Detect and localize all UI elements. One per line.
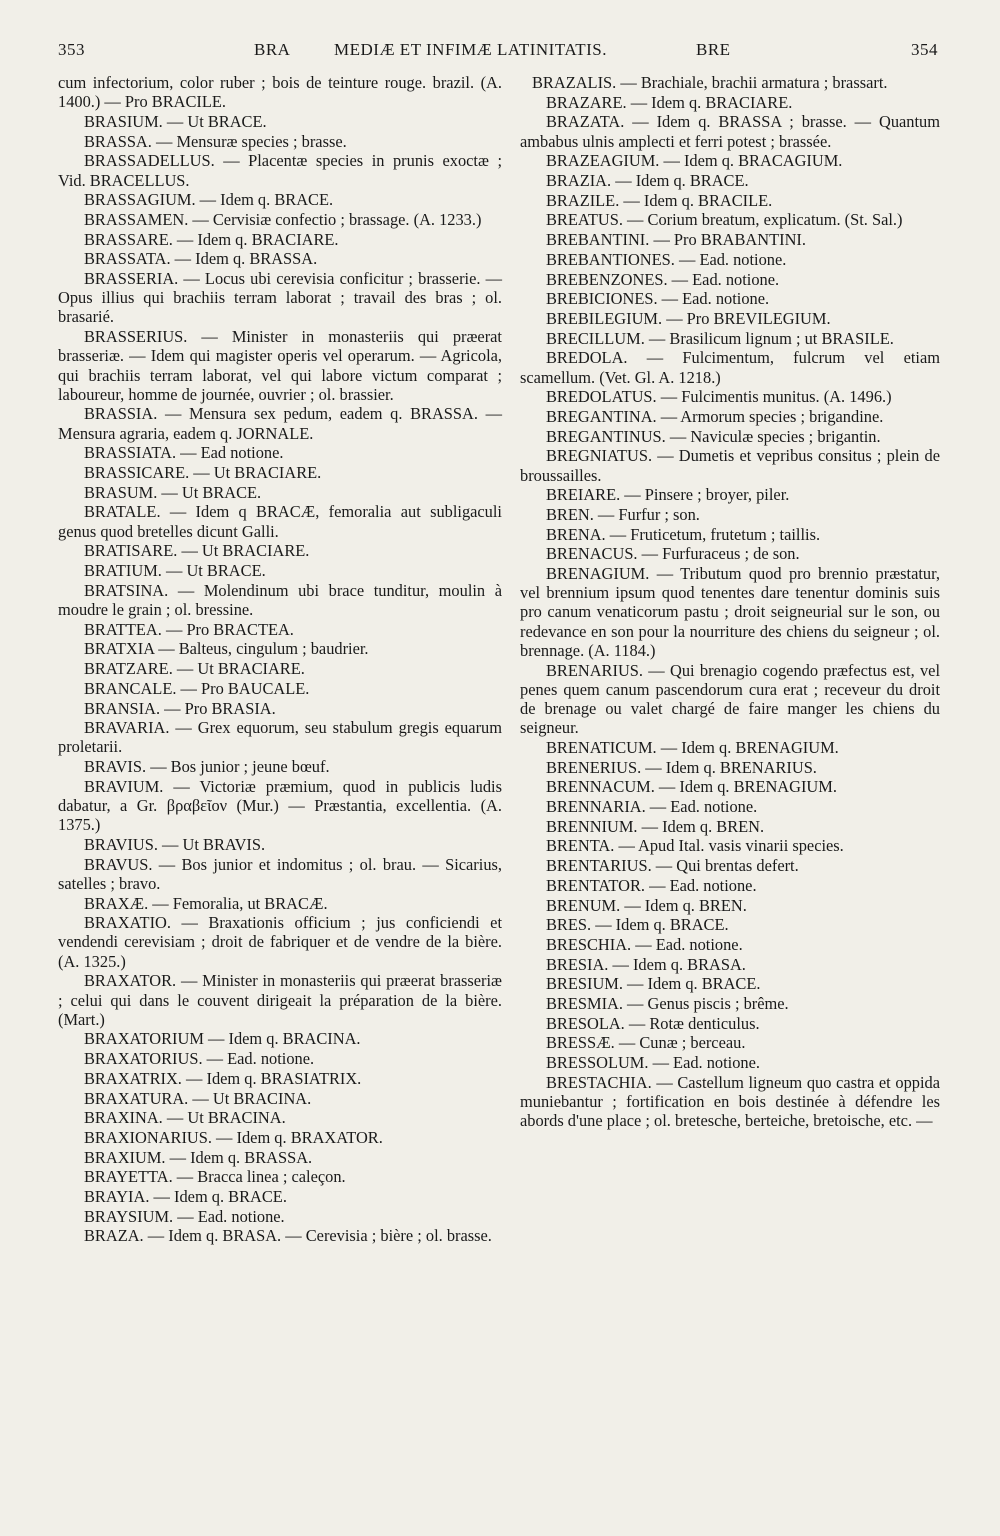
dictionary-entry: BREATUS. — Corium breatum, explicatum. (St. Sal.) [546,210,903,230]
dictionary-entry: BREGANTINA. — Armorum species ; brigandine. [546,406,884,426]
dictionary-entry: BRESIUM. — Idem q. BRACE. [546,974,761,994]
dictionary-entry: BREBANTINI. — Pro BRABANTINI. [546,230,806,250]
dictionary-entry: BRAXÆ. — Femoralia, ut BRACÆ. [84,893,328,913]
abbrev-left: BRA [254,40,291,59]
dictionary-entry: BRES. — Idem q. BRACE. [546,915,729,935]
dictionary-entry: BRENATICUM. — Idem q. BRENAGIUM. [546,737,839,757]
dictionary-entry: cum infectorium, color ruber ; bois de teinture rouge. brazil. (A. 1400.) — Pro BRACILE. [58,73,502,112]
dictionary-entry: BRAVIS. — Bos junior ; jeune bœuf. [84,757,330,777]
dictionary-entry: BRAXATRIX. — Idem q. BRASIATRIX. [84,1068,362,1088]
dictionary-entry: BRENNIUM. — Idem q. BREN. [546,816,765,836]
dictionary-entry: BRANSIA. — Pro BRASIA. [84,698,276,718]
dictionary-entry: BREBILEGIUM. — Pro BREVILEGIUM. [546,308,831,328]
dictionary-entry: BRAZEAGIUM. — Idem q. BRACAGIUM. [546,151,843,171]
dictionary-entry: BRAZATA. — Idem q. BRASSA ; brasse. — Quantum ambabus ulnis amplecti et ferri potest ; brassée. [520,112,940,151]
left-column [58,73,502,1246]
dictionary-entry: BRENACUS. — Furfuraceus ; de son. [546,544,800,564]
page-number-left: 353 [58,40,85,59]
dictionary-entry: BRAZILE. — Idem q. BRACILE. [546,190,773,210]
dictionary-entry: BRAXATURA. — Ut BRACINA. [84,1088,312,1108]
dictionary-entry: BREN. — Furfur ; son. [546,504,700,524]
dictionary-entry: BRAXATOR. — Minister in monasteriis qui præerat brasseriæ ; celui qui dans le couvent dirigeait la préparation de la bière. (Mart.) [58,971,502,1029]
right-column [520,73,940,1131]
dictionary-entry: BRAXATORIUS. — Ead. notione. [84,1049,315,1069]
dictionary-entry: BRESOLA. — Rotæ denticulus. [546,1013,760,1033]
dictionary-entry: BRAYIA. — Idem q. BRACE. [84,1187,287,1207]
dictionary-entry: BRAVARIA. — Grex equorum, seu stabulum gregis equarum proletarii. [58,718,502,757]
dictionary-entry: BRENARIUS. — Qui brenagio cogendo præfectus est, vel penes quem canum pascendorum cura erat ; receveur du droit de brenage ou valet chargé de faire manger les chiens du seigneur. [520,660,940,738]
page-number-right: 354 [911,40,938,59]
dictionary-entry: BRESCHIA. — Ead. notione. [546,934,743,954]
dictionary-entry: BRATZARE. — Ut BRACIARE. [84,659,305,679]
dictionary-entry: BRENTARIUS. — Qui brentas defert. [546,856,799,876]
dictionary-entry: BREDOLA. — Fulcimentum, fulcrum vel etiam scamellum. (Vet. Gl. A. 1218.) [520,348,940,387]
dictionary-entry: BRESMIA. — Genus piscis ; brême. [546,994,789,1014]
dictionary-entry: BRENTATOR. — Ead. notione. [546,875,757,895]
dictionary-entry: BRATTEA. — Pro BRACTEA. [84,619,294,639]
dictionary-entry: BRENNARIA. — Ead. notione. [546,797,758,817]
dictionary-entry: BRENERIUS. — Idem q. BRENARIUS. [546,757,817,777]
dictionary-entry: BRATXIA — Balteus, cingulum ; baudrier. [84,639,369,659]
dictionary-entry: BREDOLATUS. — Fulcimentis munitus. (A. 1496.) [546,387,892,407]
dictionary-entry: BRAXATORIUM — Idem q. BRACINA. [84,1029,361,1049]
dictionary-entry: BRAZIA. — Idem q. BRACE. [546,171,749,191]
dictionary-entry: BRESSOLUM. — Ead. notione. [546,1053,760,1073]
dictionary-entry: BRENAGIUM. — Tributum quod pro brennio præstatur, vel brennium ipsum quod tenentes dare tenentur dominis suis pro canum venaticorum pastu ; droit seigneurial sur le son, ou redevance en son pour la nourriture des chiens du seigneur ; ol. brennage. (A. 1184.) [520,564,940,660]
dictionary-entry: BRAZALIS. — Brachiale, brachii armatura ; brassart. [532,73,888,92]
dictionary-entry: BRAYETTA. — Bracca linea ; caleçon. [84,1167,346,1187]
dictionary-entry: BRASSADELLUS. — Placentæ species in prunis exoctæ ; Vid. BRACELLUS. [58,151,502,190]
dictionary-entry: BRENA. — Fruticetum, frutetum ; taillis. [546,524,821,544]
dictionary-entry: BRESSÆ. — Cunæ ; berceau. [546,1033,746,1053]
dictionary-entry: BRAZA. — Idem q. BRASA. — Cerevisia ; bière ; ol. brasse. [84,1226,492,1246]
dictionary-entry: BRASSIA. — Mensura sex pedum, eadem q. BRASSA. — Mensura agraria, eadem q. JORNALE. [58,404,502,443]
dictionary-entry: BRASSICARE. — Ut BRACIARE. [84,463,322,483]
dictionary-entry: BRAXIUM. — Idem q. BRASSA. [84,1147,313,1167]
dictionary-entry: BRASSA. — Mensuræ species ; brasse. [84,131,347,151]
dictionary-entry: BRASSAGIUM. — Idem q. BRACE. [84,190,334,210]
dictionary-entry: BRESIA. — Idem q. BRASA. [546,954,746,974]
dictionary-entry: BRATIUM. — Ut BRACE. [84,561,266,581]
dictionary-entry: BRANCALE. — Pro BAUCALE. [84,678,310,698]
dictionary-entry: BREGANTINUS. — Naviculæ species ; brigantin. [546,426,881,446]
dictionary-entry: BREBICIONES. — Ead. notione. [546,289,770,309]
dictionary-entry: BRESTACHIA. — Castellum ligneum quo castra et oppida muniebantur ; fortification en bois destinée à défendre les abords d'une place ; ol. bretesche, berteiche, bretoische, etc. — [520,1072,940,1131]
dictionary-entry: BRENTA. — Apud Ital. vasis vinarii species. [546,836,844,856]
dictionary-entry: BRAVIUS. — Ut BRAVIS. [84,834,266,854]
dictionary-entry: BRATALE. — Idem q BRACÆ, femoralia aut subligaculi genus quod bretelles dicunt Galli. [58,502,502,541]
dictionary-entry: BREBANTIONES. — Ead. notione. [546,249,787,269]
dictionary-entry: BRENNACUM. — Idem q. BRENAGIUM. [546,777,837,797]
dictionary-entry: BREGNIATUS. — Dumetis et vepribus consitus ; plein de broussailles. [520,446,940,485]
dictionary-entry: BRECILLUM. — Brasilicum lignum ; ut BRASILE. [546,328,894,348]
dictionary-entry: BRASSERIUS. — Minister in monasteriis qui præerat brasseriæ. — Idem qui magister operis vel operarum. — Agricola, qui brachiis terram laborat, vel qui labore victum comparat ; laboureur, homme de journée, ouvrier ; ol. brassier. [58,327,502,404]
dictionary-entry: BREIARE. — Pinsere ; broyer, piler. [546,485,790,505]
dictionary-entry: BRAYSIUM. — Ead. notione. [84,1206,285,1226]
dictionary-entry: BRAVIUM. — Victoriæ præmium, quod in publicis ludis dabatur, a Gr. βραβεῖον (Mur.) — Præstantia, excellentia. (A. 1375.) [58,776,502,835]
running-header [58,40,938,66]
dictionary-entry: BRATISARE. — Ut BRACIARE. [84,541,310,561]
dictionary-entry: BRATSINA. — Molendinum ubi brace tunditur, moulin à moudre le grain ; ol. bressine. [58,580,502,619]
dictionary-entry: BRASSARE. — Idem q. BRACIARE. [84,229,339,249]
dictionary-entry: BRAZARE. — Idem q. BRACIARE. [546,92,793,112]
dictionary-entry: BRENUM. — Idem q. BREN. [546,895,747,915]
dictionary-entry: BRAVUS. — Bos junior et indomitus ; ol. brau. — Sicarius, satelles ; bravo. [58,854,502,893]
dictionary-entry: BRASUM. — Ut BRACE. [84,482,262,502]
abbrev-right: BRE [696,40,731,59]
dictionary-entry: BREBENZONES. — Ead. notione. [546,269,780,289]
dictionary-entry: BRASSAMEN. — Cervisiæ confectio ; brassage. (A. 1233.) [84,209,482,229]
dictionary-entry: BRAXINA. — Ut BRACINA. [84,1108,286,1128]
dictionary-entry: BRASIUM. — Ut BRACE. [84,111,267,131]
dictionary-entry: BRASSATA. — Idem q. BRASSA. [84,249,318,269]
running-title: MEDIÆ ET INFIMÆ LATINITATIS. [334,40,607,59]
dictionary-entry: BRASSERIA. — Locus ubi cerevisia conficitur ; brasserie. — Opus illius qui brachiis terram laborat ; travail des bras ; ol. brasarié. [58,269,502,327]
dictionary-entry: BRAXATIO. — Braxationis officium ; jus conficiendi et vendendi cerevisiam ; droit de fabriquer et de vendre de la bière. (A. 1325.) [58,913,502,971]
dictionary-entry: BRAXIONARIUS. — Idem q. BRAXATOR. [84,1127,383,1147]
dictionary-entry: BRASSIATA. — Ead notione. [84,443,284,463]
